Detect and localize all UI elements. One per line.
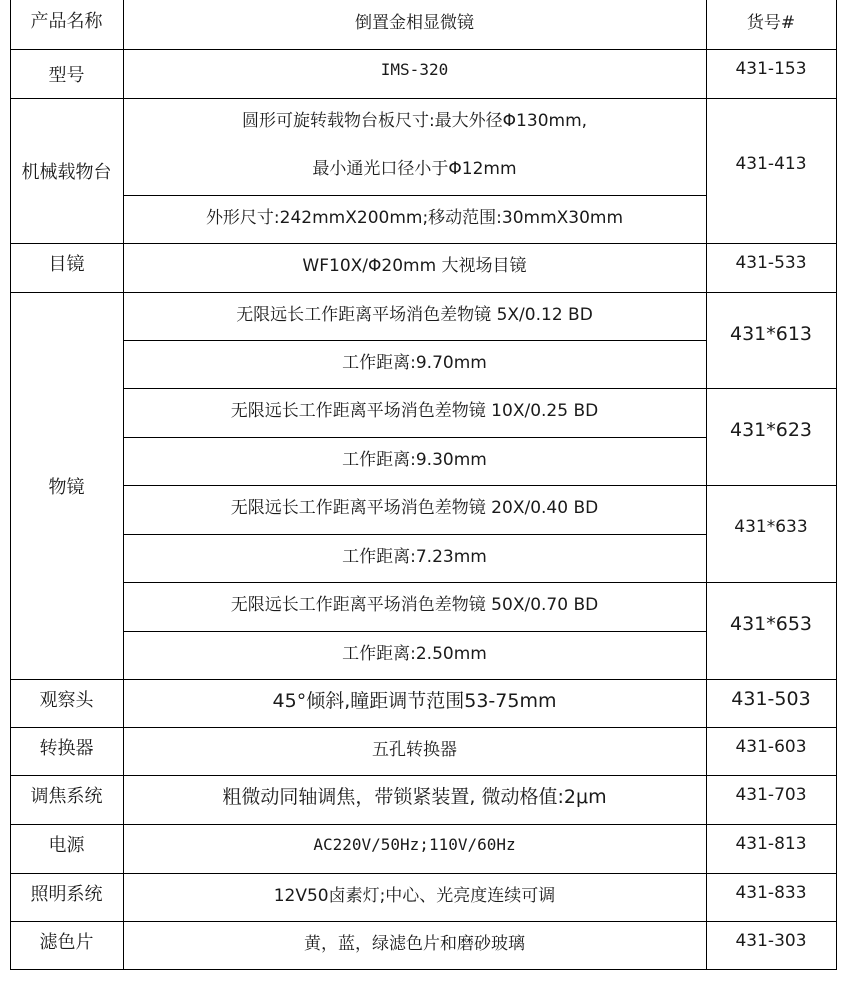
objective-5x-code: 431*613 xyxy=(729,323,813,345)
focus-desc: 粗微动同轴调焦，带锁紧装置, 微动格值:2μm xyxy=(222,785,607,808)
row-label-objective: 物镜 xyxy=(48,476,85,498)
row-label-eyepiece: 目镜 xyxy=(48,254,85,275)
head-code: 431-503 xyxy=(731,688,811,710)
objective-10x-code: 431*623 xyxy=(729,419,813,441)
eyepiece-desc: WF10X/Φ20mm 大视场目镜 xyxy=(302,255,527,276)
power-desc: AC220V/50Hz;110V/60Hz xyxy=(313,834,516,854)
row-label-stage: 机械载物台 xyxy=(21,161,112,183)
focus-code: 431-703 xyxy=(735,785,807,805)
row-label-lighting: 照明系统 xyxy=(30,884,103,905)
lighting-code: 431-833 xyxy=(735,883,807,903)
objective-10x-working-distance: 工作距离:9.30mm xyxy=(342,449,487,470)
row-label-head: 观察头 xyxy=(39,690,94,711)
model-code: 431-153 xyxy=(735,59,807,79)
eyepiece-code: 431-533 xyxy=(735,253,807,273)
header-product-name: 产品名称 xyxy=(30,11,103,32)
objective-50x-code: 431*653 xyxy=(729,613,813,635)
stage-desc-line2: 最小通光口径小于Φ12mm xyxy=(312,158,517,179)
nosepiece-code: 431-603 xyxy=(735,737,807,757)
row-label-focus: 调焦系统 xyxy=(30,786,103,807)
lighting-desc: 12V50卤素灯;中心、光亮度连续可调 xyxy=(273,885,556,906)
nosepiece-desc: 五孔转换器 xyxy=(372,739,457,760)
objective-20x-desc: 无限远长工作距离平场消色差物镜 20X/0.40 BD xyxy=(230,497,599,518)
objective-50x-working-distance: 工作距离:2.50mm xyxy=(342,643,487,664)
filter-desc: 黄，蓝，绿滤色片和磨砂玻璃 xyxy=(304,933,525,954)
header-product-title: 倒置金相显微镜 xyxy=(355,12,474,33)
power-code: 431-813 xyxy=(735,834,807,854)
objective-5x-desc: 无限远长工作距离平场消色差物镜 5X/0.12 BD xyxy=(236,304,593,325)
model-value: IMS-320 xyxy=(380,59,449,79)
objective-20x-working-distance: 工作距离:7.23mm xyxy=(342,546,487,567)
objective-20x-code: 431*633 xyxy=(734,517,808,537)
table-border-bottom xyxy=(10,969,837,970)
row-label-power: 电源 xyxy=(48,835,85,856)
objective-50x-desc: 无限远长工作距离平场消色差物镜 50X/0.70 BD xyxy=(230,594,599,615)
head-desc: 45°倾斜,瞳距调节范围53-75mm xyxy=(272,689,557,712)
stage-desc-line1: 圆形可旋转载物台板尺寸:最大外径Φ130mm, xyxy=(241,110,588,131)
stage-desc-line3: 外形尺寸:242mmX200mm;移动范围:30mmX30mm xyxy=(205,207,624,228)
header-item-number: 货号# xyxy=(746,12,796,33)
stage-code: 431-413 xyxy=(735,154,807,174)
objective-5x-working-distance: 工作距离:9.70mm xyxy=(342,352,487,373)
row-label-nosepiece: 转换器 xyxy=(39,738,94,759)
row-label-filter: 滤色片 xyxy=(39,932,94,953)
filter-code: 431-303 xyxy=(735,931,807,951)
row-label-model: 型号 xyxy=(48,64,85,86)
spec-table xyxy=(10,0,837,970)
objective-10x-desc: 无限远长工作距离平场消色差物镜 10X/0.25 BD xyxy=(230,400,599,421)
